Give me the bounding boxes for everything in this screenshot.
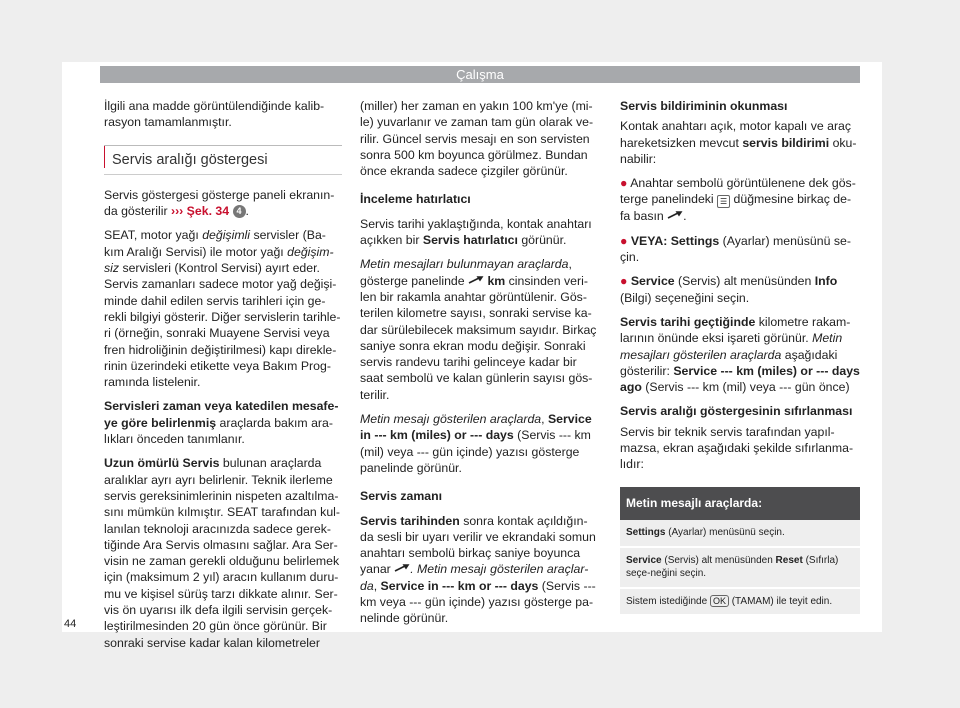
wrench-icon: [667, 211, 683, 219]
column-1: [104, 98, 342, 659]
bullet-icon: ●: [620, 176, 628, 191]
figure-reference-link[interactable]: ››› Şek. 34: [170, 204, 230, 219]
paragraph: İlgili ana madde görüntülendiğinde kalib-rasyon tamamlanmıştır.: [104, 99, 325, 130]
bullet-item: ● VEYA: Settings (Ayarlar) menüsünü se-çin.: [620, 233, 851, 265]
bullet-icon: ●: [620, 274, 628, 289]
paragraph: Servis tarihinden sonra kontak açıldığın-da sesli bir uyarı verilir ve ekrandaki somun anahtarı sembolü birkaç saniye boyunca yanar . Metin mesajı gösterilen araçlar-da, Service in --- km or --- days (Servis --- km veya --- gün içinde) yazısı gösterge pa-nelinde görünür.: [360, 513, 596, 626]
procedure-box-header: Metin mesajlı araçlarda:: [620, 487, 860, 521]
subheading: Servis aralığı göstergesinin sıfırlanması: [620, 404, 853, 419]
subheading: Servis zamanı: [360, 489, 443, 504]
paragraph: Servisleri zaman veya katedilen mesafe-ye göre belirlenmiş araçlarda bakım ara-lıkları önceden tanımlanır.: [104, 399, 339, 447]
section-title-text: Servis aralığı göstergesi: [104, 146, 342, 175]
procedure-step: Service (Servis) alt menüsünden Reset (Sıfırla) seçe-neğini seçin.: [620, 548, 860, 589]
info-button-icon: ☰: [717, 195, 730, 208]
paragraph: Metin mesajı gösterilen araçlarda, Service in --- km (miles) or --- days (Servis --- km (mil) veya --- gün içinde) yazısı gösterge panelinde görünür.: [360, 412, 592, 475]
chapter-header: Çalışma: [100, 66, 860, 83]
subheading: Servis bildiriminin okunması: [620, 99, 788, 113]
bullet-item: ● Service (Servis) alt menüsünden Info (Bilgi) seçeneğini seçin.: [620, 274, 838, 305]
paragraph: Servis göstergesi gösterge paneli ekranın-da gösterilir ››› Şek. 34 4 .: [104, 187, 335, 219]
paragraph: Uzun ömürlü Servis bulunan araçlarda aralıklar ayrı ayrı belirlenir. Teknik ilerleme servis gereksinimlerinin nispeten azaltılma-sını mümkün kılmıştır. SEAT tarafından kul-lanılan teknoloji aracınızda sadece gerek-tiğinde Ara Servis olmasını sağlar. Ara Ser-visin ne zaman gerekli olduğunu belirlemek için (maksimum 2 yıl) aracın kullanım duru-mu ve kişisel sürüş tarzı dikkate alınır. Ser-vis ön uyarısı ilk defa ilgili servisin gerçek-leştirilmesinden 20 gün önce görünür. Bir sonraki servise kadar kalan kilometreler: [104, 456, 341, 650]
paragraph: Servis tarihi yaklaştığında, kontak anahtarı açıkken bir Servis hatırlatıcı görünür.: [360, 216, 592, 248]
subheading: İnceleme hatırlatıcı: [360, 192, 471, 207]
procedure-box: [620, 487, 860, 617]
paragraph: Metin mesajları bulunmayan araçlarda, gösterge panelinde km cinsinden veri-len bir rakamla anahtar görüntülenir. Gös-terilen kilometre sayısı, sonraki servise ka-dar sürülebilecek maksimum sayıdır. Birkaç saniye sonra ekran modu değişir. Sonraki servis randevu tarihi gelinceye kadar bir saat sembolü ve kalan günlerin sayısı gös-terilir.: [360, 257, 597, 402]
paragraph: Kontak anahtarı açık, motor kapalı ve araç hareketsizken mevcut servis bildirimi oku-nabilir:: [620, 119, 857, 166]
paragraph: (miller) her zaman en yakın 100 km'ye (mi-le) yuvarlanır ve zaman tam gün olarak ve-rilir. Güncel servis mesajı en son servisten sonra 500 km boyunca görülmez. Bundan önce ekranda sadece çizgiler görünür.: [360, 99, 594, 179]
section-title: [104, 145, 342, 175]
wrench-icon: [394, 564, 410, 572]
section-accent-bar: [104, 146, 105, 168]
wrench-icon: [468, 276, 484, 284]
paragraph: SEAT, motor yağı değişimli servisler (Ba-kım Aralığı Servisi) ile motor yağı değişim-siz servisleri (Kontrol Servisi) ayırt eder. Servis zamanları sadece motor yağ değişi-minde dahil edilen servis tarihleri için ge-rekli bilgiyi gösterir. Diğer servislerin tarihle-ri (örneğin, sonraki Muayene Servisi veya fren hidroliğinin değiştirilmesi) kapı direkle-rinin üzerindeki etikette veya Bakım Prog-ramında listelenir.: [104, 228, 341, 390]
ok-button-icon: OK: [710, 595, 729, 607]
column-2: [360, 98, 600, 635]
column-3: [620, 98, 860, 616]
callout-number-icon: 4: [233, 205, 246, 218]
paragraph: Servis bir teknik servis tarafından yapıl-mazsa, ekran aşağıdaki şekilde sıfırlanma-lıdır:: [620, 424, 854, 472]
bullet-item: ● Anahtar sembolü görüntülenene dek gös-terge panelindeki ☰ düğmesine birkaç de-fa basın .: [620, 176, 856, 224]
paragraph: Servis tarihi geçtiğinde kilometre rakam-larının önünde eksi işareti görünür. Metin mesajları gösterilen araçlarda aşağıdaki gösterilir: Service --- km (miles) or --- days ago (Servis --- km (mil) veya --- gün önce): [620, 314, 860, 395]
page-number: 44: [64, 618, 77, 630]
bullet-icon: ●: [620, 233, 628, 248]
procedure-step: Settings (Ayarlar) menüsünü seçin.: [620, 520, 860, 548]
procedure-step: Sistem istediğinde OK (TAMAM) ile teyit edin.: [620, 589, 860, 617]
